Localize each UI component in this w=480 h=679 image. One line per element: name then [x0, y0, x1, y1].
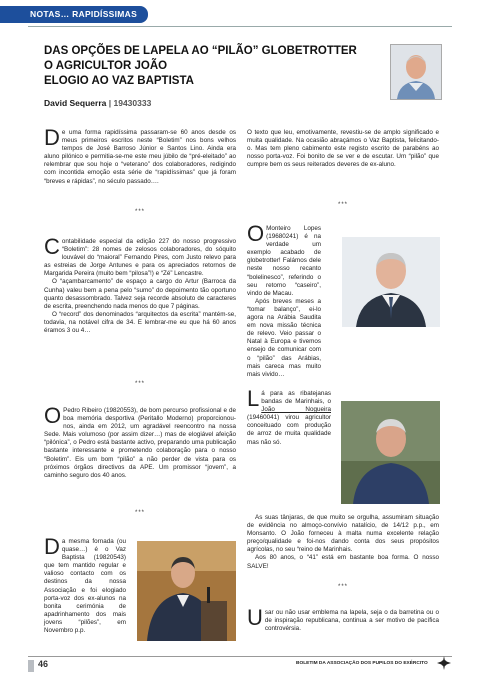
separator-stars: ***: [134, 510, 145, 516]
monteiro-lopes-photo-image: [342, 237, 440, 327]
article-text: O texto que leu, emotivamente, revestiu-se de amplo significado e muita qualidade. Na ocasião abraçámos o Vaz Baptista, felicitando-o. Mas tem pleno cabimento este registo escrito de parabéns ao nosso porta-voz. Foi bonito de se ver e de escutar. Um “pilão” que cumpre bem os seus reiterados deveres de ex-aluno.: [247, 129, 439, 169]
article-text: (19460041) virou agricultor conceituado com produção de arroz de muita qualidade mas não só.: [247, 414, 331, 446]
drop-cap: D: [44, 125, 60, 150]
headline: [44, 44, 357, 89]
article-pedro-ribeiro: [44, 403, 236, 480]
headline-line-2: O AGRICULTOR JOÃO: [44, 60, 168, 72]
author-photo-image: [391, 45, 441, 99]
article-text: Monteiro Lopes (19680241) é na verdade um exemplo acabado de globetrotter! Falámos dele neste nosso recanto “bolelinesco”, referindo o seu retorno “caseiro”, vindo de Macau.: [247, 225, 321, 297]
vaz-baptista-photo: [137, 541, 236, 641]
article-text: Após breves meses a “tomar balanço”, ei-lo agora na Arábia Saudita em nova missão técnica de relevo. Veio passar o Natal à Europa e tivemos ensejo de comunicar com o “pilão” das Arábias, mais careca mas muito mais vivido…: [247, 297, 321, 378]
footer-divider: [28, 656, 452, 657]
drop-cap: C: [44, 234, 60, 259]
article-text: e uma forma rapidíssima passaram-se 60 anos desde os meus primeiros escritos neste “Boletim” nos bons velhos tempos de José Barroso Júnior e Santos Lino. Ainda era aluno pilónico e permitia-se-me este meu júbilo de “pré-eleitado” ao relembrar que sou hoje o “veterano” dos colaboradores, redigindo com incontida emoção esta série de “rapidíssimas” que já foram “breves e rápidas”, no século passado….: [44, 129, 236, 185]
author-name: David Sequerra: [44, 98, 107, 108]
joao-nogueira-photo-image: [341, 401, 440, 504]
article-text: O “açambarcamento” de espaço a cargo do Artur (Barroca da Cunha) valeu bem a pena pelo “sumo” do depoimento tão oportuno quanto desassombrado. Talvez seja recorde absoluto de caracteres de escrita, preenchendo nada menos do que 7 páginas.: [44, 278, 236, 310]
joao-nogueira-photo: [341, 401, 440, 504]
author-byline: [44, 98, 151, 108]
article-text: Aos 80 anos, o “41” está em bastante boa forma. O nosso SALVE!: [247, 554, 439, 570]
article-text: Pedro Ribeiro (19820553), de bom percurso profissional e de boa memória desportiva (Peritallo Moderno) proporcionou-nos, ainda em 2012, um agradável reencontro na nossa Sede. Mais volumoso (por assim dizer…) mas de elogiável afeição “pilónica”, o Pedro está bastante activo, preparando uma publicação bastante interessante e prometendo colaboração para o nosso “Boletim”. Eis um bom “pilão” a não perder de vista para os próximos órgãos directivos da APE. Um promissor “jovem”, a caminho seguro dos 40 anos.: [44, 407, 236, 479]
article-joao-nogueira: [247, 386, 331, 447]
drop-cap: O: [44, 403, 62, 428]
drop-cap: D: [44, 534, 60, 559]
article-joao-nogueira-continued: [247, 514, 439, 571]
article-text: O “record” dos denominados “arquitectos da escrita” mantém-se, todavia, na notável cifra de 34. E lembrar-me eu que há 60 anos éramos 3 ou 4…: [44, 310, 236, 335]
article-boletim-statistics: [44, 234, 236, 335]
headline-line-3: ELOGIO AO VAZ BAPTISTA: [44, 75, 194, 87]
article-monteiro-lopes: [247, 221, 321, 379]
publication-title: BOLETIM DA ASSOCIAÇÃO DOS PUPILOS DO EXÉRCITO: [296, 661, 428, 666]
article-vaz-baptista: [44, 534, 126, 635]
page-number: 46: [38, 659, 49, 669]
separator-stars: ***: [337, 202, 348, 208]
drop-cap: O: [247, 221, 265, 246]
monteiro-lopes-photo: [342, 237, 440, 327]
article-vaz-baptista-continued: [247, 129, 439, 169]
article-lapel-emblem: [247, 605, 439, 633]
article-text: sar ou não usar emblema na lapela, seja o da barretina ou o de inspiração republicana, continua a ser motivo de pacífica controvérsia.: [264, 609, 439, 633]
author-number: | 19430333: [108, 98, 152, 108]
drop-cap: U: [247, 605, 263, 630]
separator-stars: ***: [337, 584, 348, 590]
article-text: As suas tânjaras, de que muito se orgulha, assumiram situação de evidência no almoço-convívio natalício, de 14/12 p.p., em Monsanto. O João forneceu à malta numa excelente relação preço/qualidade e foi-nos dando conta dos seus propósitos agrícolas, no seu “reino de Marinhais.: [247, 514, 439, 554]
person-name-link: João Nogueira: [261, 406, 331, 414]
headline-line-1: DAS OPÇÕES DE LAPELA AO “PILÃO” GLOBETROTTER: [44, 45, 357, 57]
article-text: á para as ribatejanas bandas de Marinhais, o: [261, 390, 331, 406]
separator-stars: ***: [134, 209, 145, 215]
author-photo: [390, 44, 442, 100]
vaz-baptista-photo-image: [137, 541, 236, 641]
article-text: a mesma fornada (ou quase…) é o Vaz Baptista (19820543) que tem mantido regular e valioso contacto com os destinos da nossa Associação e foi elogiado porta-voz dos ex-alunos na bonita cerimónia de apadrinhamento dos mais jovens “pilões”, em Novembro p.p.: [44, 538, 126, 635]
article-intro: [44, 125, 236, 186]
article-text: ontabilidade especial da edição 227 do nosso progressivo “Boletim”: 28 nomes de zelosos colaboradores, do sóquito louvável do “maioral” Fernando Pires, com Justo relevo para as estreias de Jorge Antunes e para os apreciados retornos de Margarida Pereira (muito bem “pilosa”!) e “Zé” Lencastre.: [44, 238, 236, 278]
association-emblem-icon: [437, 656, 451, 670]
separator-stars: ***: [134, 381, 145, 387]
footer-bar: [28, 660, 34, 672]
drop-cap: L: [247, 386, 260, 411]
top-divider: [28, 26, 452, 27]
section-tag: NOTAS… RAPIDÍSSIMAS: [0, 6, 148, 23]
